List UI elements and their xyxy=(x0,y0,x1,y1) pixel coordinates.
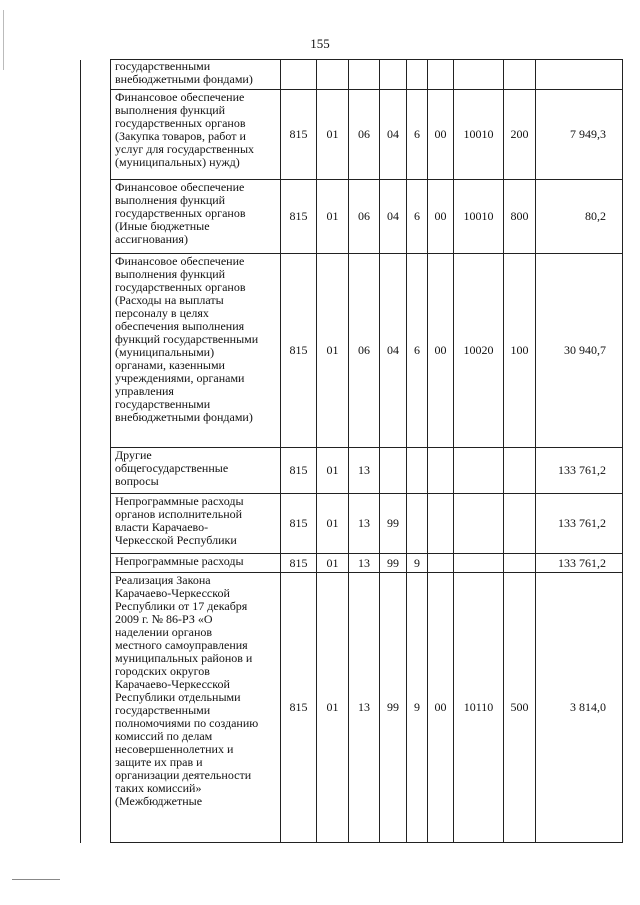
row-name: Непрограммные расходы xyxy=(111,554,281,573)
budget-table xyxy=(80,59,623,843)
cell-amount: 3 814,0 xyxy=(536,573,623,843)
cell-expense-type: 800 xyxy=(504,180,536,254)
cell-subprogram xyxy=(407,60,428,90)
cell-subprogram xyxy=(407,448,428,494)
cell-subsection: 06 xyxy=(349,90,380,180)
cell-program: 99 xyxy=(380,554,407,573)
cell-ministry xyxy=(281,60,317,90)
cell-amount: 80,2 xyxy=(536,180,623,254)
cell-amount: 7 949,3 xyxy=(536,90,623,180)
cell-amount xyxy=(536,60,623,90)
cell-subprogram: 6 xyxy=(407,254,428,448)
cell-direction: 10010 xyxy=(454,90,504,180)
cell-direction xyxy=(454,60,504,90)
cell-direction: 10010 xyxy=(454,180,504,254)
cell-amount: 133 761,2 xyxy=(536,448,623,494)
cell-expense-type xyxy=(504,60,536,90)
cell-expense-type xyxy=(504,448,536,494)
row-name: Другие общегосударственные вопросы xyxy=(111,448,281,494)
cell-direction: 10110 xyxy=(454,573,504,843)
cell-subprogram: 6 xyxy=(407,180,428,254)
cell-ministry: 815 xyxy=(281,90,317,180)
cell-subprogram: 9 xyxy=(407,573,428,843)
row-name: Реализация Закона Карачаево-Черкесской Республики от 17 декабря 2009 г. № 86-РЗ «О наделении органов местного самоуправления муниципальных районов и городских округов Карачаево-Черкесской Республики отдельными государственными полномочиями по созданию комиссий по делам несовершеннолетних и защите их прав и организации деятельности таких комиссий» (Межбюджетные xyxy=(111,573,281,843)
cell-program: 99 xyxy=(380,494,407,554)
row-name: Финансовое обеспечение выполнения функций государственных органов (Расходы на выплаты персоналу в целях обеспечения выполнения функций государственными (муниципальными) органами, казенными учреждениями, органами управления государственными внебюджетными фондами) xyxy=(111,254,281,448)
cell-subsection: 13 xyxy=(349,554,380,573)
table-row xyxy=(81,60,623,90)
table-row xyxy=(81,254,623,448)
cell-ministry: 815 xyxy=(281,254,317,448)
cell-ministry: 815 xyxy=(281,554,317,573)
cell-event: 00 xyxy=(428,573,454,843)
cell-amount: 133 761,2 xyxy=(536,494,623,554)
cell-subsection: 13 xyxy=(349,448,380,494)
cell-subsection: 06 xyxy=(349,180,380,254)
row-name: Непрограммные расходы органов исполнительной власти Карачаево- Черкесской Республики xyxy=(111,494,281,554)
cell-program: 99 xyxy=(380,573,407,843)
cell-program: 04 xyxy=(380,254,407,448)
page-number: 155 xyxy=(310,36,330,51)
cell-program: 04 xyxy=(380,90,407,180)
cell-program xyxy=(380,448,407,494)
cell-subprogram: 6 xyxy=(407,90,428,180)
table-row xyxy=(81,180,623,254)
row-name: государственными внебюджетными фондами) xyxy=(111,60,281,90)
cell-subsection xyxy=(349,60,380,90)
cell-event xyxy=(428,554,454,573)
cell-subsection: 13 xyxy=(349,494,380,554)
cell-expense-type: 200 xyxy=(504,90,536,180)
cell-section: 01 xyxy=(317,180,349,254)
cell-event: 00 xyxy=(428,254,454,448)
row-name: Финансовое обеспечение выполнения функций государственных органов (Закупка товаров, работ и услуг для государственных (муниципальных) нужд) xyxy=(111,90,281,180)
table-row xyxy=(81,494,623,554)
table-row xyxy=(81,573,623,843)
cell-subsection: 13 xyxy=(349,573,380,843)
table-row xyxy=(81,90,623,180)
cell-direction xyxy=(454,554,504,573)
cell-expense-type xyxy=(504,554,536,573)
cell-program xyxy=(380,60,407,90)
table-row xyxy=(81,554,623,573)
cell-section: 01 xyxy=(317,90,349,180)
table-row xyxy=(81,448,623,494)
cell-section xyxy=(317,60,349,90)
row-name: Финансовое обеспечение выполнения функций государственных органов (Иные бюджетные ассигнования) xyxy=(111,180,281,254)
cell-section: 01 xyxy=(317,448,349,494)
cell-direction xyxy=(454,494,504,554)
cell-direction: 10020 xyxy=(454,254,504,448)
cell-section: 01 xyxy=(317,254,349,448)
cell-event: 00 xyxy=(428,90,454,180)
footer-rule xyxy=(12,879,60,880)
cell-amount: 133 761,2 xyxy=(536,554,623,573)
cell-program: 04 xyxy=(380,180,407,254)
cell-subprogram: 9 xyxy=(407,554,428,573)
cell-expense-type: 100 xyxy=(504,254,536,448)
cell-amount: 30 940,7 xyxy=(536,254,623,448)
cell-ministry: 815 xyxy=(281,448,317,494)
cell-event xyxy=(428,494,454,554)
cell-event xyxy=(428,448,454,494)
cell-expense-type: 500 xyxy=(504,573,536,843)
cell-event xyxy=(428,60,454,90)
cell-section: 01 xyxy=(317,494,349,554)
cell-event: 00 xyxy=(428,180,454,254)
cell-expense-type xyxy=(504,494,536,554)
cell-subsection: 06 xyxy=(349,254,380,448)
cell-direction xyxy=(454,448,504,494)
cell-section: 01 xyxy=(317,573,349,843)
cell-section: 01 xyxy=(317,554,349,573)
cell-ministry: 815 xyxy=(281,180,317,254)
cell-subprogram xyxy=(407,494,428,554)
cell-ministry: 815 xyxy=(281,494,317,554)
cell-ministry: 815 xyxy=(281,573,317,843)
